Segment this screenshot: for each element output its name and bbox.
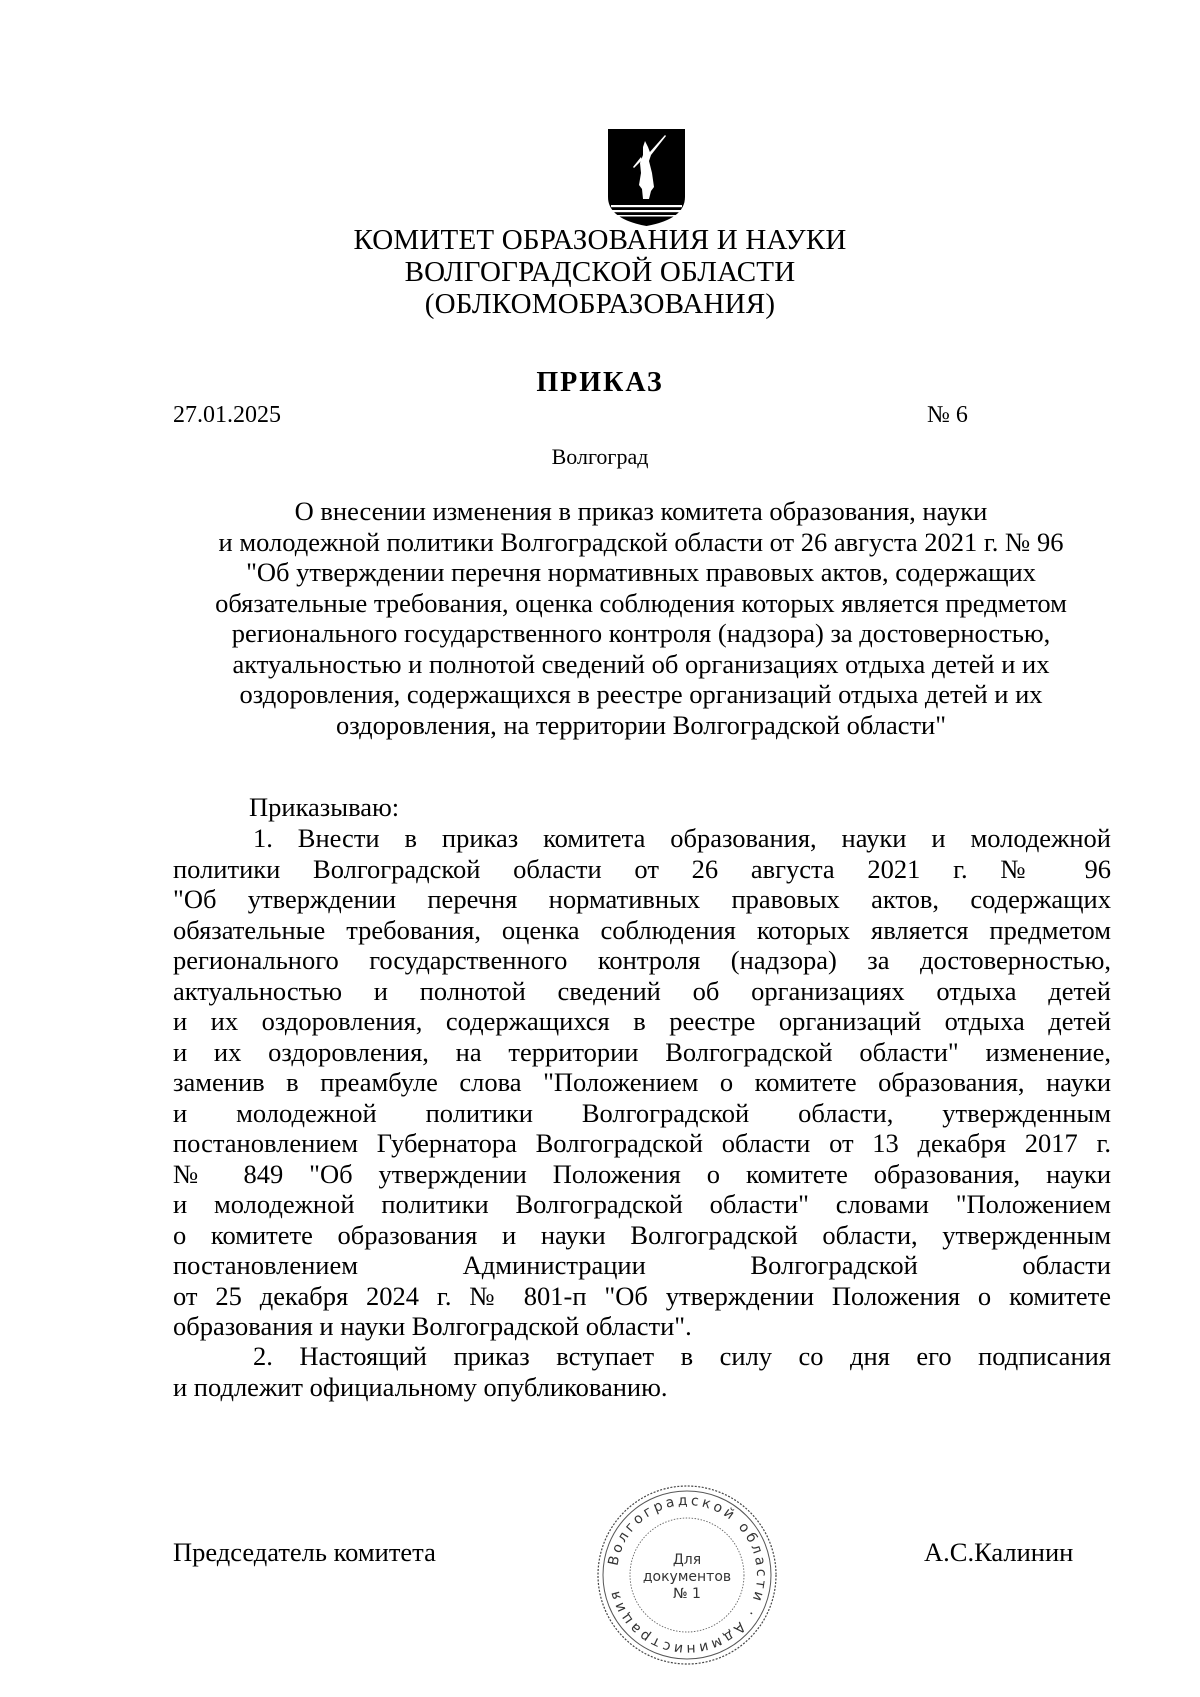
coat-of-arms-icon	[605, 127, 688, 227]
paragraph-line: постановлением Администрации Волгоградской области	[173, 1250, 1111, 1280]
stamp-line-1: Для	[672, 1552, 702, 1568]
document-title: ПРИКАЗ	[536, 367, 664, 398]
paragraph-line: о комитете образования и науки Волгоградской области, утвержденным	[173, 1219, 1111, 1250]
order-subject	[170, 496, 1112, 740]
paragraph-line: и их оздоровления, на территории Волгоградской области" изменение,	[173, 1036, 1111, 1067]
subject-line: О внесении изменения в приказ комитета образования, науки	[294, 496, 988, 526]
subject-line: "Об утверждении перечня нормативных правовых актов, содержащих	[246, 557, 1036, 587]
order-number: № 6	[927, 402, 968, 428]
paragraph-line: 2. Настоящий приказ вступает в силу со дня его подписания	[253, 1341, 1111, 1371]
paragraph-line: постановлением Губернатора Волгоградской области от 13 декабря 2017 г.	[173, 1128, 1111, 1158]
paragraph-line: от 25 декабря 2024 г. № 801-п "Об утверждении Положения о комитете	[173, 1280, 1111, 1311]
intro-text: Приказываю:	[249, 792, 400, 822]
subject-line: и молодежной политики Волгоградской области от 26 августа 2021 г. № 96	[218, 526, 1064, 557]
paragraph-line: "Об утверждении перечня нормативных правовых актов, содержащих	[173, 884, 1111, 914]
paragraph-line: 1. Внести в приказ комитета образования, науки и молодежной	[253, 823, 1111, 853]
stamp-line-3: № 1	[673, 1586, 701, 1602]
organization-name-line2: ВОЛГОГРАДСКОЙ ОБЛАСТИ	[404, 256, 796, 288]
signer-position: Председатель комитета	[173, 1537, 436, 1567]
stamp-line-2: документов	[642, 1569, 732, 1585]
subject-line: оздоровления, содержащихся в реестре организаций отдыха детей и их	[239, 679, 1043, 709]
paragraph-line: и их оздоровления, содержащихся в реестре организаций отдыха детей	[173, 1006, 1111, 1036]
paragraph-line: № 849 "Об утверждении Положения о комитете образования, науки	[173, 1158, 1111, 1189]
subject-line: актуальностью и полнотой сведений об организациях отдыха детей и их	[232, 648, 1050, 679]
paragraph-1	[173, 823, 1111, 1342]
organization-name-line1: КОМИТЕТ ОБРАЗОВАНИЯ И НАУКИ	[353, 224, 847, 256]
paragraph-line: актуальностью и полнотой сведений об организациях отдыха детей	[173, 975, 1111, 1006]
stamp-ring-text: Волгоградской области · Администрация	[605, 1492, 770, 1658]
order-city: Волгоград	[551, 444, 649, 469]
order-intro	[173, 792, 1111, 823]
paragraph-2	[173, 1341, 1111, 1402]
paragraph-line: и молодежной политики Волгоградской области, утвержденным	[173, 1097, 1111, 1128]
paragraph-line: образования и науки Волгоградской области".	[173, 1311, 692, 1341]
signer-name: А.С.Калинин	[924, 1537, 1074, 1567]
paragraph-line: и подлежит официальному опубликованию.	[173, 1371, 668, 1402]
paragraph-line: заменив в преамбуле слова "Положением о комитете образования, науки	[173, 1067, 1111, 1097]
order-date: 27.01.2025	[173, 402, 281, 428]
subject-line: обязательные требования, оценка соблюдения которых является предметом	[215, 587, 1067, 618]
official-stamp	[594, 1482, 780, 1668]
paragraph-line: регионального государственного контроля (надзора) за достоверностью,	[173, 945, 1111, 975]
paragraph-line: и молодежной политики Волгоградской области" словами "Положением	[173, 1189, 1111, 1219]
organization-header	[0, 224, 1200, 320]
organization-name-line3: (ОБЛКОМОБРАЗОВАНИЯ)	[424, 288, 776, 320]
paragraph-line: политики Волгоградской области от 26 августа 2021 г. № 96	[173, 853, 1111, 884]
subject-line: регионального государственного контроля (надзора) за достоверностью,	[231, 618, 1051, 648]
subject-line: оздоровления, на территории Волгоградской области"	[335, 709, 947, 740]
paragraph-line: обязательные требования, оценка соблюдения которых является предметом	[173, 914, 1111, 945]
